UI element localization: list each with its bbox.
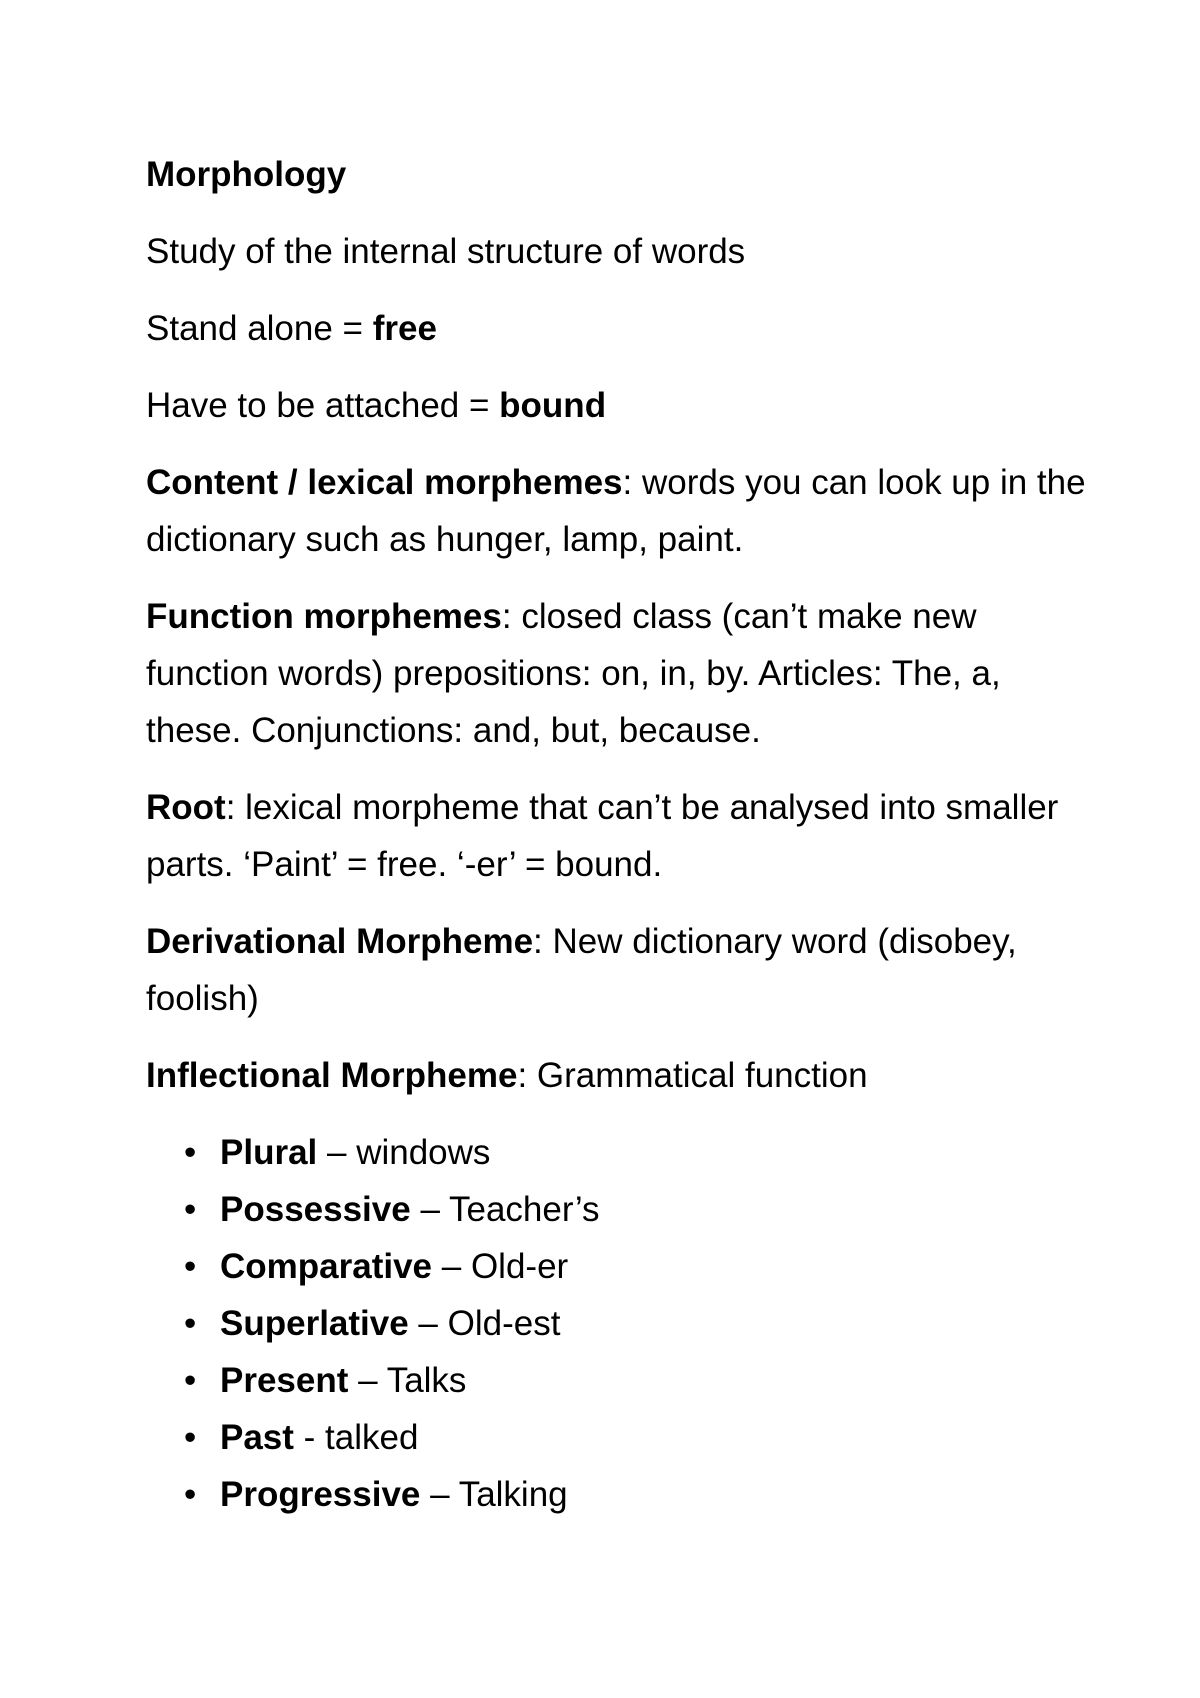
page-title: Morphology (146, 155, 347, 194)
list-item-example: Old-est (447, 1304, 561, 1343)
intro-line: Study of the internal structure of words (146, 232, 746, 271)
derivational-para (146, 913, 1086, 1027)
document-page (146, 146, 1086, 1523)
content-morphemes-para (146, 454, 1086, 568)
list-item-example: Talks (386, 1361, 467, 1400)
content-term: Content / lexical morphemes (146, 463, 623, 502)
free-term: free (372, 309, 437, 348)
inflectional-definition: : Grammatical function (517, 1056, 868, 1095)
function-term: Function morphemes (146, 597, 502, 636)
list-item-separator: – (317, 1133, 357, 1172)
inflectional-para (146, 1047, 1086, 1104)
list-item-term: Plural (220, 1133, 318, 1172)
bullet-icon: • (184, 1247, 197, 1286)
list-item-example: talked (325, 1418, 419, 1457)
free-line-text: Stand alone = (146, 309, 373, 348)
list-item (146, 1295, 1086, 1352)
bullet-icon: • (184, 1361, 197, 1400)
bound-line-text: Have to be attached = (146, 386, 500, 425)
list-item-term: Past (220, 1418, 294, 1457)
inflection-list (146, 1124, 1086, 1523)
list-item-term: Present (220, 1361, 349, 1400)
bullet-icon: • (184, 1475, 197, 1514)
bullet-icon: • (184, 1190, 197, 1229)
list-item (146, 1352, 1086, 1409)
list-item-term: Possessive (220, 1190, 411, 1229)
list-item-term: Progressive (220, 1475, 421, 1514)
derivational-term: Derivational Morpheme (146, 922, 534, 961)
list-item (146, 1124, 1086, 1181)
free-line (146, 300, 1086, 357)
bound-line (146, 377, 1086, 434)
content-definition: : words you can look up in the dictionary such as hunger, lamp, paint. (146, 463, 1086, 559)
list-item (146, 1466, 1086, 1523)
root-para (146, 779, 1086, 893)
list-item-separator: – (408, 1304, 448, 1343)
derivational-definition: : New dictionary word (disobey, foolish) (146, 922, 1017, 1018)
list-item-separator: – (420, 1475, 459, 1514)
function-morphemes-para (146, 588, 1086, 759)
bound-term: bound (499, 386, 607, 425)
list-item-separator: - (293, 1418, 326, 1457)
list-item-term: Superlative (220, 1304, 409, 1343)
list-item-example: windows (356, 1133, 491, 1172)
function-definition: : closed class (can’t make new function words) prepositions: on, in, by. Articles: The, a, these. Conjunctions: and, but, because. (146, 597, 1001, 750)
list-item-example: Teacher’s (449, 1190, 600, 1229)
list-item-separator: – (432, 1247, 471, 1286)
bullet-icon: • (184, 1418, 197, 1457)
root-definition: : lexical morpheme that can’t be analysed into smaller parts. ‘Paint’ = free. ‘-er’ = bound. (146, 788, 1059, 884)
bullet-icon: • (184, 1304, 197, 1343)
root-term: Root (146, 788, 226, 827)
list-item (146, 1409, 1086, 1466)
list-item-separator: – (348, 1361, 387, 1400)
list-item-example: Old-er (470, 1247, 569, 1286)
list-item (146, 1238, 1086, 1295)
list-item-example: Talking (458, 1475, 568, 1514)
list-item-separator: – (410, 1190, 449, 1229)
inflectional-term: Inflectional Morpheme (146, 1056, 518, 1095)
list-item-term: Comparative (220, 1247, 433, 1286)
bullet-icon: • (184, 1133, 197, 1172)
list-item (146, 1181, 1086, 1238)
